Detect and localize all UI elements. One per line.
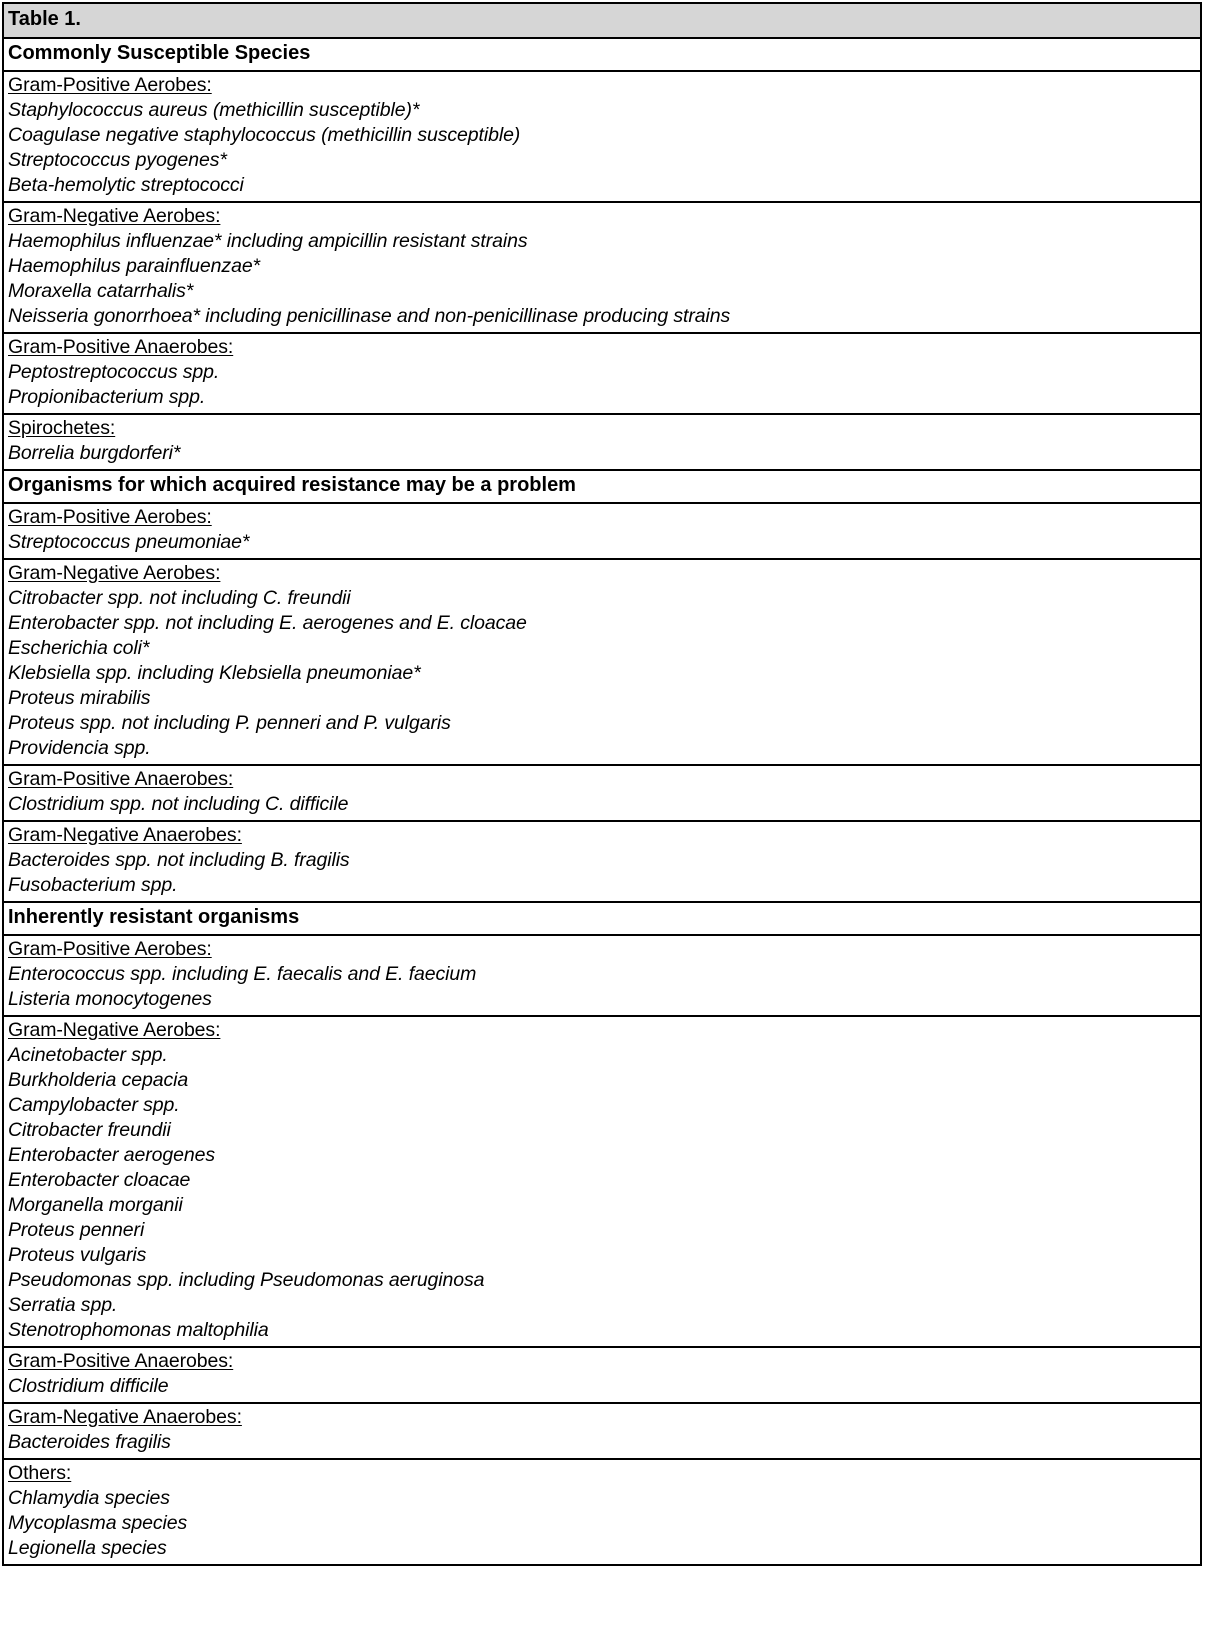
species-name: Klebsiella spp. including Klebsiella pneumoniae*	[8, 662, 421, 684]
organism-group-row	[3, 1016, 1201, 1347]
organism-group-cell	[3, 559, 1201, 765]
table-title-cell: Table 1.	[3, 3, 1201, 38]
species-name: Haemophilus influenzae* including ampicillin resistant strains	[8, 230, 528, 252]
species-name: Enterococcus spp. including E. faecalis and E. faecium	[8, 963, 477, 985]
organism-category-label: Gram-Positive Anaerobes:	[8, 768, 234, 790]
species-name: Fusobacterium spp.	[8, 874, 178, 896]
species-name: Neisseria gonorrhoea* including penicillinase and non-penicillinase producing strains	[8, 305, 731, 327]
organism-group-cell	[3, 503, 1201, 559]
organism-group-cell	[3, 821, 1201, 902]
organism-group-cell	[3, 1459, 1201, 1565]
organism-group-cell	[3, 1403, 1201, 1459]
species-name: Acinetobacter spp.	[8, 1044, 168, 1066]
species-name: Borrelia burgdorferi*	[8, 442, 181, 464]
organism-group-row	[3, 503, 1201, 559]
species-name: Morganella morganii	[8, 1194, 183, 1216]
species-name: Peptostreptococcus spp.	[8, 361, 220, 383]
species-name: Streptococcus pyogenes*	[8, 149, 227, 171]
species-name: Bacteroides spp. not including B. fragilis	[8, 849, 350, 871]
species-name: Streptococcus pneumoniae*	[8, 531, 250, 553]
species-name: Propionibacterium spp.	[8, 386, 206, 408]
organism-category-label: Gram-Negative Aerobes:	[8, 562, 221, 584]
species-name: Serratia spp.	[8, 1294, 118, 1316]
section-heading-row	[3, 38, 1201, 71]
species-name: Citrobacter spp. not including C. freundii	[8, 587, 351, 609]
organism-category-label: Others:	[8, 1462, 72, 1484]
species-name: Proteus mirabilis	[8, 687, 151, 709]
organism-group-row	[3, 559, 1201, 765]
organism-group-row	[3, 414, 1201, 470]
organism-group-row	[3, 71, 1201, 202]
organism-category-label: Gram-Positive Anaerobes:	[8, 1350, 234, 1372]
organism-group-row	[3, 765, 1201, 821]
organism-group-cell	[3, 1016, 1201, 1347]
organism-category-label: Gram-Positive Aerobes:	[8, 938, 212, 960]
organism-group-cell	[3, 333, 1201, 414]
organism-category-label: Spirochetes:	[8, 417, 116, 439]
species-name: Citrobacter freundii	[8, 1119, 171, 1141]
species-name: Moraxella catarrhalis*	[8, 280, 194, 302]
organism-category-label: Gram-Negative Anaerobes:	[8, 1406, 242, 1428]
species-name: Haemophilus parainfluenzae*	[8, 255, 261, 277]
susceptibility-table	[2, 2, 1202, 1566]
organism-group-cell	[3, 765, 1201, 821]
section-heading-cell: Inherently resistant organisms	[3, 902, 1201, 935]
species-name: Pseudomonas spp. including Pseudomonas aeruginosa	[8, 1269, 485, 1291]
species-name: Enterobacter cloacae	[8, 1169, 191, 1191]
table-title-row	[3, 3, 1201, 38]
species-name: Legionella species	[8, 1537, 167, 1559]
species-name: Campylobacter spp.	[8, 1094, 180, 1116]
section-heading-cell: Organisms for which acquired resistance may be a problem	[3, 470, 1201, 503]
organism-group-row	[3, 935, 1201, 1016]
organism-group-cell	[3, 414, 1201, 470]
species-name: Clostridium spp. not including C. difficile	[8, 793, 349, 815]
species-name: Enterobacter spp. not including E. aerogenes and E. cloacae	[8, 612, 527, 634]
species-name: Bacteroides fragilis	[8, 1431, 171, 1453]
species-name: Proteus vulgaris	[8, 1244, 147, 1266]
organism-group-row	[3, 202, 1201, 333]
species-name: Enterobacter aerogenes	[8, 1144, 216, 1166]
section-heading-row	[3, 902, 1201, 935]
species-name: Stenotrophomonas maltophilia	[8, 1319, 269, 1341]
species-name: Escherichia coli*	[8, 637, 150, 659]
organism-category-label: Gram-Positive Anaerobes:	[8, 336, 234, 358]
species-name: Providencia spp.	[8, 737, 151, 759]
organism-group-cell	[3, 935, 1201, 1016]
species-name: Burkholderia cepacia	[8, 1069, 189, 1091]
table-body	[3, 3, 1201, 1565]
organism-group-row	[3, 333, 1201, 414]
organism-category-label: Gram-Positive Aerobes:	[8, 506, 212, 528]
organism-group-row	[3, 1403, 1201, 1459]
organism-category-label: Gram-Negative Aerobes:	[8, 1019, 221, 1041]
species-name: Clostridium difficile	[8, 1375, 169, 1397]
species-name: Beta-hemolytic streptococci	[8, 174, 244, 196]
species-name: Staphylococcus aureus (methicillin susceptible)*	[8, 99, 420, 121]
organism-group-row	[3, 821, 1201, 902]
section-heading-row	[3, 470, 1201, 503]
section-heading-cell: Commonly Susceptible Species	[3, 38, 1201, 71]
species-name: Mycoplasma species	[8, 1512, 188, 1534]
organism-group-cell	[3, 1347, 1201, 1403]
organism-group-cell	[3, 202, 1201, 333]
organism-category-label: Gram-Negative Anaerobes:	[8, 824, 242, 846]
organism-category-label: Gram-Positive Aerobes:	[8, 74, 212, 96]
species-name: Listeria monocytogenes	[8, 988, 212, 1010]
species-name: Proteus penneri	[8, 1219, 145, 1241]
organism-group-row	[3, 1459, 1201, 1565]
species-name: Proteus spp. not including P. penneri and P. vulgaris	[8, 712, 451, 734]
species-name: Chlamydia species	[8, 1487, 170, 1509]
species-name: Coagulase negative staphylococcus (methicillin susceptible)	[8, 124, 521, 146]
organism-category-label: Gram-Negative Aerobes:	[8, 205, 221, 227]
organism-group-cell	[3, 71, 1201, 202]
organism-group-row	[3, 1347, 1201, 1403]
